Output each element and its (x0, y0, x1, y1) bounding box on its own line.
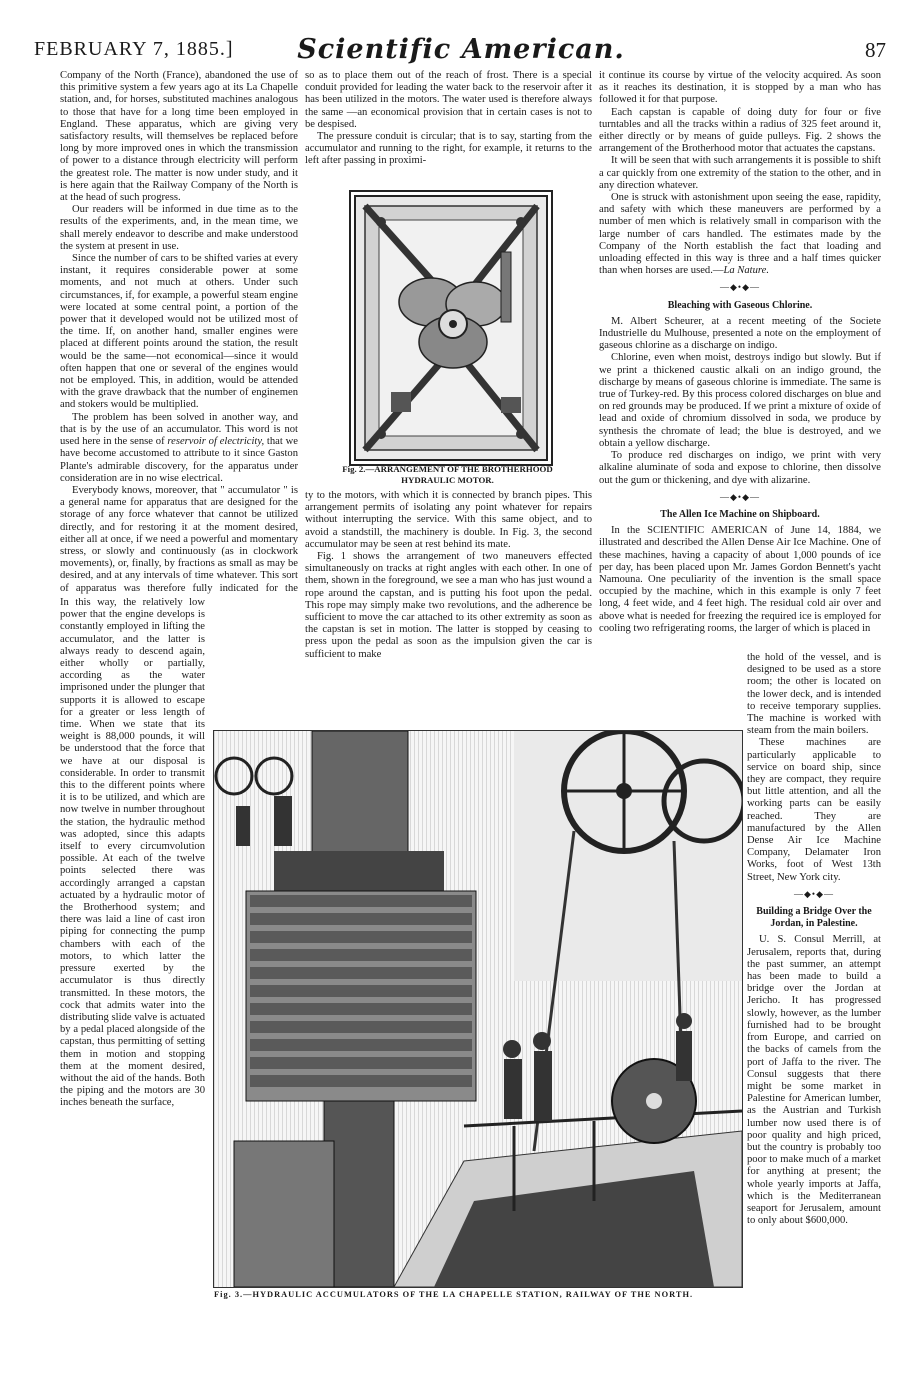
paragraph: To produce red discharges on indigo, we print with very alkaline aluminate of soda and expose to chlorine, then dissolve out the gum or thickening, and dye with alizarine. (599, 450, 881, 486)
accumulator-disk-stack (246, 891, 476, 1101)
figure-2-caption: Fig. 2.—ARRANGEMENT OF THE BROTHERHOOD HYDRAULIC MOTOR. (342, 464, 553, 485)
paragraph: Chlorine, even when moist, destroys indigo but slowly. But if we print a thickened caustic alkali on an indigo ground, the discharge by means of gaseous chlorine is immediate. The same is true of Turkey-red. By this process colored discharges on blue and on red grounds may be produced. If we print a mixture of oxide of lead and oxide of chromium dissolved in soda, we produce by synthesis the chromate of lead; the blue is destroyed, and we obtain a yellow discharge. (599, 352, 881, 449)
column-1-upper (60, 70, 298, 595)
paragraph: Company of the North (France), abandoned the use of this primitive system a few years ago at its La Chapelle station, and, for horses, substituted machines analogous to those that have for a long time been employed in England. These apparatus, which are giving very satisfactory results, will themselves be replaced before long by more improved ones in which the transmission of power to a distance through electricity will perform the greatest role. The matter is now under study, and it is here again that the Railway Company of the North is at the head of such progress. (60, 70, 298, 204)
column-2-lower (305, 490, 592, 726)
paragraph: These machines are particularly applicable to service on board ship, since they are compact, they require but little attention, and all the working parts can be easily reached. They are manufactured by the Allen Dense Air Ice Machine Company, Delamater Iron Works, foot of West 13th Street, New York city. (747, 737, 881, 883)
article-heading-jordan-bridge: Building a Bridge Over the Jordan, in Palestine. (756, 906, 872, 930)
page-number: 87 (865, 38, 886, 62)
paragraph: ty to the motors, with which it is connected by branch pipes. This arrangement permits of isolating any point whatever for repairs without interrupting the service. With this same object, and to avoid a standstill, the machinery is double. In Fig. 3, the second accumulator may be seen at rest behind its mate. (305, 490, 592, 550)
column-1-lower (60, 597, 205, 1297)
article-heading-chlorine: Bleaching with Gaseous Chlorine. (667, 299, 813, 311)
paragraph: In the SCIENTIFIC AMERICAN of June 14, 1884, we illustrated and described the Allen Dense Air Ice Machine. One of these machines, having a capacity of about 1,000 pounds of ice per day, has been placed upon Mr. James Gordon Bennett's yacht Namouna. One peculiarity of the invention is the small space occupied by the machine, which in this example is only 7 feet long, 4 feet wide, and 4 feet high. The residual cold air over and above what is needed for freezing the required ice is employed for cooling two refrigerating rooms, the larger of which is placed in (599, 525, 881, 634)
paragraph: Fig. 1 shows the arrangement of two maneuvers effected simultaneously on tracks at right angles with each other. In one of them, shown in the foreground, we see a man who has just wound a rope around the capstan, and is putting his foot upon the pedal. This rope may simply make two revolutions, and the adherence be sufficient to move the car attached to its other extremity as soon as the capstan is set in motion. The latter is stopped by ceasing to press upon the pedal as soon as the impulsion given the car is sufficient to make (305, 551, 592, 660)
paragraph: M. Albert Scheurer, at a recent meeting of the Societe Industrielle du Mulhouse, presented a note on the employment of gaseous chlorine as a discharge on indigo. (599, 315, 881, 352)
paragraph: U. S. Consul Merrill, at Jerusalem, reports that, during the past summer, an attempt has been made to build a bridge over the Jordan at Jericho. It has progressed slowly, however, as the lumber furnished had to be brought from Europe, and carried on the backs of camels from the port of Jaffa to the river. The Consul suggests that there might be some market in Palestine for American lumber, as the Austrian and Turkish lumber now used there is of poor quality and high priced, but the country is probably too poor to make much of a market for anything at present; the whole yearly imports at Jaffa, which is the Mediterranean seaport for Jerusalem, amount to only about $600,000. (747, 934, 881, 1227)
page-header (0, 34, 922, 74)
paragraph: so as to place them out of the reach of frost. There is a special conduit provided for leading the water back to the reservoir after it has been utilized in the motors. The water used is therefore always the same —an economical provision that in certain cases is not to be despised. (305, 70, 592, 130)
paragraph: Since the number of cars to be shifted varies at every instant, it requires considerable power at some moments, and not much at others. Under such circumstances, if, for example, a powerful steam engine were located at some central point, a portion of the power that it developed would not be utilized most of the time. If, on another hand, smaller engines were placed at different points around the station, the result would be the same—not economical—since it would often happen that one or several of the engines would not be employed. This, in addition, would be attended with the grave drawback that the number of enginemen and stokers would be multiplied. (60, 253, 298, 411)
column-3-upper (599, 70, 881, 650)
figure-3-hydraulic-accumulators (213, 730, 743, 1288)
paragraph: One is struck with astonishment upon seeing the ease, rapidity, and safety with which these maneuvers are performed by a number of men which is relatively small in comparison with the large number of cars handled. The estimates made by the Company of the North establish the fact that loading and unloading effected in this way is three and a half times quicker than when horses are used.—La Nature. (599, 192, 881, 277)
paragraph: it continue its course by virtue of the velocity acquired. As soon as it reaches its destination, it is stopped by a man who has followed it for that purpose. (599, 70, 881, 106)
paragraph: Each capstan is capable of doing duty for four or five turntables and all the tracks within a radius of 325 feet around it, either directly or by means of guide pulleys. Fig. 2 shows the arrangement of the Brotherhood motor that actuates the capstans. (599, 106, 881, 155)
paragraph: Everybody knows, moreover, that " accumulator " is a general name for apparatus that are designed for the storage of any force whatever that cannot be utilized directly, and for restoring it at the moment desired, either all at once, if we need a powerful and momentary stress, or slowly and continuously (as in clockwork movements), or, finally, by fractions as small as may be desired, and at any intervals of time whatever. This sort of apparatus was therefore fully indicated for the (60, 484, 298, 594)
paragraph: The pressure conduit is circular; that is to say, starting from the accumulator and running to the right, for example, it returns to the left after passing in proximi- (305, 131, 592, 167)
paragraph: In this way, the relatively low power that the engine develops is constantly employed in lifting the accumulator, and the latter is always ready to descend again, either wholly or partially, according as the water imprisoned under the plunger that supports it is allowed to escape for a greater or less length of time. When we state that its weight is 88,000 pounds, it will be understood that the force that we have at our disposal is considerable. In order to transmit this to the different points where it is to be utilized, and which are now twelve in number throughout the station, the hydraulic method was adopted, since this adapts itself to every circumvolution possible. At each of the twelve points selected there was accordingly arranged a capstan actuated by a hydraulic motor of the Brotherhood system; and there was laid a line of cast iron piping for connecting the pump chambers with each of the motors, to which latter the pressure exerted by the accumulator is thus directly transmitted. In these motors, the cock that admits water into the distributing slide valve is actuated by a pedal placed alongside of the capstan, thus permitting of setting them in motion and stopping them at the moment desired, without the aid of the hands. Both the piping and the motors are 30 inches beneath the surface, (60, 597, 205, 1109)
section-divider: —◆•◆— (720, 491, 760, 502)
article-heading-ice-machine: The Allen Ice Machine on Shipboard. (660, 508, 820, 520)
figure-3-caption: Fig. 3.—HYDRAULIC ACCUMULATORS OF THE LA CHAPELLE STATION, RAILWAY OF THE NORTH. (214, 1290, 694, 1299)
masthead-title: Scientific American. (297, 34, 625, 65)
section-divider: —◆•◆— (720, 282, 760, 293)
paragraph: Our readers will be informed in due time as to the results of the experiments, and, in the mean time, we shall merely endeavor to describe and make understood the system at present in use. (60, 204, 298, 252)
paragraph: It will be seen that with such arrangements it is possible to shift a car quickly from one extremity of the station to the other, and in any direction whatever. (599, 155, 881, 191)
column-2-upper (305, 70, 592, 187)
section-divider: —◆•◆— (794, 888, 834, 899)
column-3-lower (747, 652, 881, 1300)
figure-2-brotherhood-motor (349, 190, 553, 466)
paragraph: the hold of the vessel, and is designed to be used as a store room; the other is located on the lower deck, and is intended to receive temporary supplies. The machine is worked with steam from the main boilers. (747, 652, 881, 737)
issue-date: FEBRUARY 7, 1885.] (34, 38, 234, 60)
paragraph: The problem has been solved in another way, and that is by the use of an accumulator. This word is not used here in the sense of reservoir of electricity, that we have become accustomed to attribute to it since Gaston Plante's admirable discovery, for the apparatus under consideration are in no wise electrical. (60, 411, 298, 484)
